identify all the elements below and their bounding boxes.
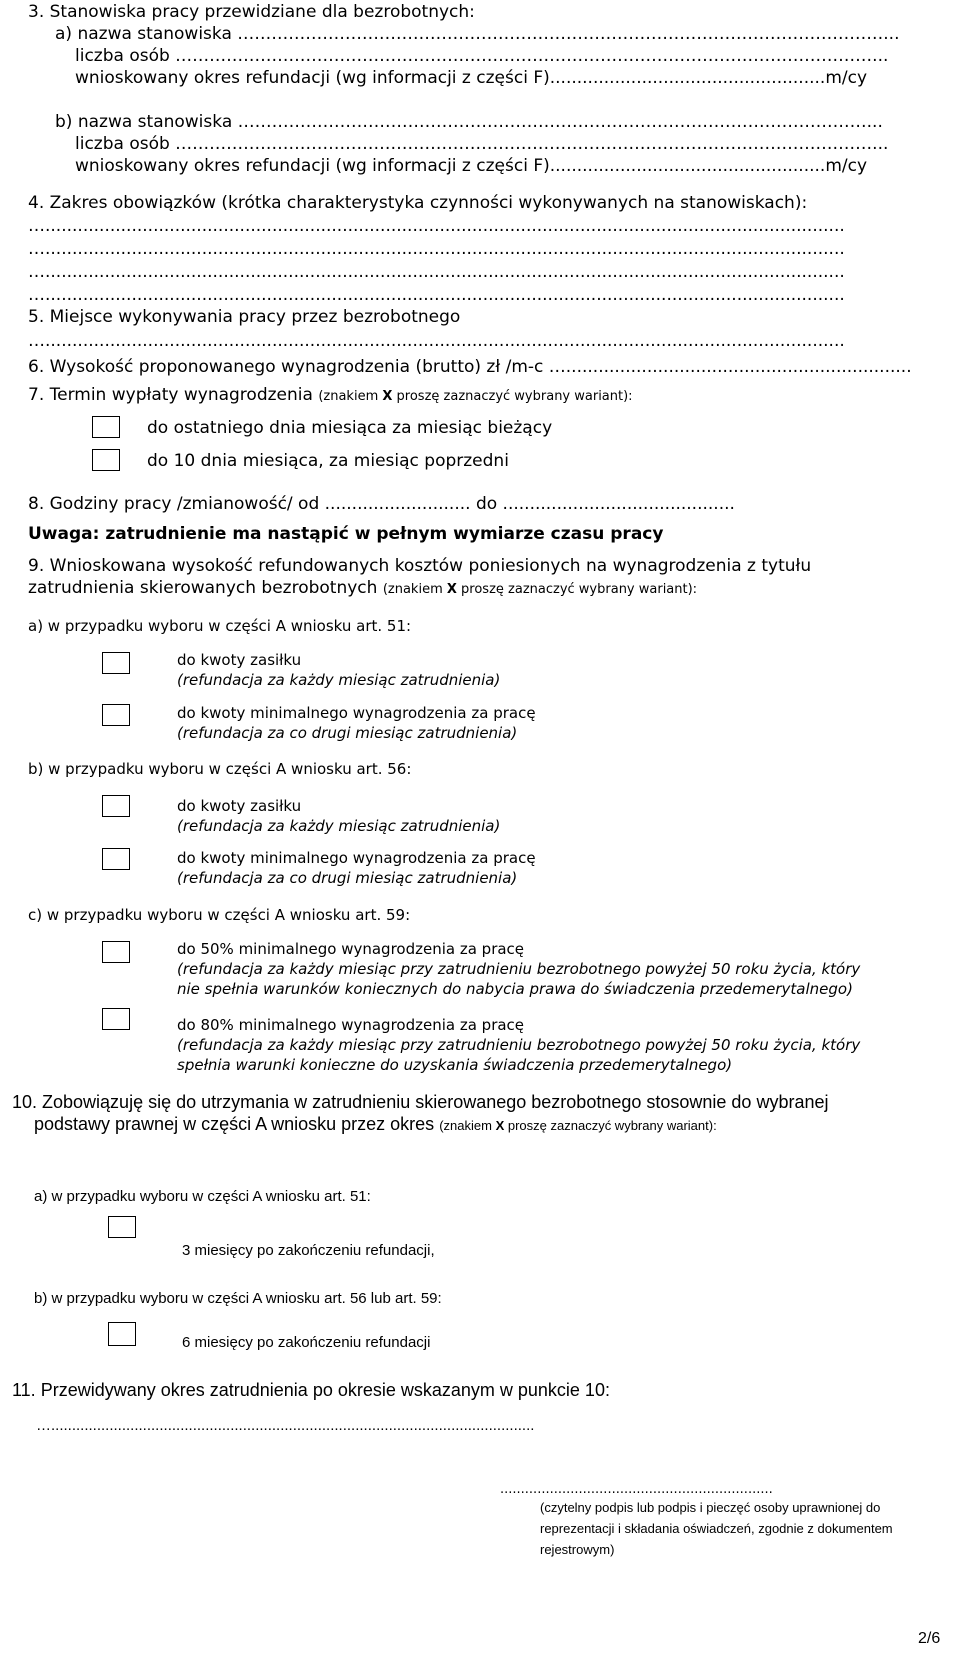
section-9-title-line-2 [28,578,697,598]
section-11-title: 11. Przewidywany okres zatrudnienia po okresie wskazanym w punkcie 10: [12,1380,610,1400]
position-a-name-field[interactable]: a) nazwa stanowiska ……………………………………………………………………………………………………... [55,24,900,44]
art-59-option-1-line-3: nie spełnia warunków koniecznych do nabycia prawa do świadczenia przedemerytalnego) [177,980,853,998]
payment-option-1-checkbox[interactable] [92,416,120,438]
art-59-option-1-line-2: (refundacja za każdy miesiąc przy zatrudnieniu bezrobotnego powyżej 50 roku życia, który [177,960,861,978]
position-a-count-field[interactable]: liczba osób ……………………………………………………………………………………………………………... [75,46,889,66]
position-b-count-field[interactable]: liczba osób ……………………………………………………………………………………………………………... [75,134,889,154]
section-7-note [318,389,632,404]
section-10-title-line-1: 10. Zobowiązuję się do utrzymania w zatrudnieniu skierowanego bezrobotnego stosownie do wybranej [12,1092,829,1112]
duties-line-2[interactable]: ….................................................................................................................................................... [28,239,845,259]
art-59-label: c) w przypadku wyboru w części A wniosku art. 59: [28,906,411,924]
art-51-option-1-line-1: do kwoty zasiłku [177,651,302,669]
art-56-option-2-line-1: do kwoty minimalnego wynagrodzenia za pracę [177,849,536,867]
section-4-title: 4. Zakres obowiązków (krótka charakterystyka czynności wykonywanych na stanowiskach): [28,193,808,213]
page-number: 2/6 [918,1630,941,1647]
signature-caption-line-1: (czytelny podpis lub podpis i pieczęć osoby uprawnionej do [540,1500,881,1515]
section-10-note [439,1118,716,1133]
section-6-salary[interactable]: 6. Wysokość proponowanego wynagrodzenia (brutto) zł /m-c …................................................................ [28,357,912,377]
note-post: proszę zaznaczyć wybrany wariant): [396,389,633,404]
section-7-title [28,385,633,405]
art-59-option-2-checkbox[interactable] [102,1008,130,1030]
duties-line-1[interactable]: ….................................................................................................................................................... [28,216,845,236]
art-51-option-2-line-1: do kwoty minimalnego wynagrodzenia za pracę [177,704,536,722]
note-x: X [446,582,457,597]
art-56-option-1-line-1: do kwoty zasiłku [177,797,302,815]
art-56-option-1-line-2: (refundacja za każdy miesiąc zatrudnienia) [177,817,501,835]
s10-art-51-checkbox[interactable] [108,1216,136,1238]
section-10-title-line-2 [34,1114,717,1135]
employment-period-field[interactable]: ….................................................................................................................... [36,1417,535,1434]
art-56-option-1-checkbox[interactable] [102,795,130,817]
art-56-option-2-line-2: (refundacja za co drugi miesiąc zatrudnienia) [177,869,518,887]
signature-caption-line-3: rejestrowym) [540,1542,615,1557]
s10-art-56-59-checkbox[interactable] [108,1322,136,1346]
section-8-hours[interactable]: 8. Godziny pracy /zmianowość/ od ........................... do ........................................... [28,494,735,514]
s10-art-56-59-option: 6 miesięcy po zakończeniu refundacji [182,1334,431,1351]
note-x: X [495,1118,505,1133]
art-59-option-1-checkbox[interactable] [102,941,130,963]
art-59-option-2-line-2: (refundacja za każdy miesiąc przy zatrudnieniu bezrobotnego powyżej 50 roku życia, który [177,1036,861,1054]
art-56-option-2-checkbox[interactable] [102,848,130,870]
duties-line-4[interactable]: ….................................................................................................................................................... [28,285,845,305]
art-51-option-1-checkbox[interactable] [102,652,130,674]
signature-line[interactable]: .................................................................. [500,1482,773,1497]
section-9-title-text: zatrudnienia skierowanych bezrobotnych [28,578,378,598]
art-51-option-2-line-2: (refundacja za co drugi miesiąc zatrudnienia) [177,724,518,742]
art-59-option-1-line-1: do 50% minimalnego wynagrodzenia za pracę [177,940,525,958]
employment-warning: Uwaga: zatrudnienie ma nastąpić w pełnym wymiarze czasu pracy [28,524,664,544]
note-post: proszę zaznaczyć wybrany wariant): [507,1118,717,1133]
note-pre: (znakiem [439,1118,492,1133]
section-5-title: 5. Miejsce wykonywania pracy przez bezrobotnego [28,307,461,327]
payment-option-1-label: do ostatniego dnia miesiąca za miesiąc bieżący [147,418,553,438]
section-3-title: 3. Stanowiska pracy przewidziane dla bezrobotnych: [28,2,475,22]
position-b-period-field[interactable]: wnioskowany okres refundacji (wg informacji z części F)...................................................m/cy [75,156,868,176]
note-pre: (znakiem [318,389,379,404]
note-x: X [382,389,393,404]
payment-option-2-checkbox[interactable] [92,449,120,471]
section-7-title-text: 7. Termin wypłaty wynagrodzenia [28,385,313,405]
s10-art-51-label: a) w przypadku wyboru w części A wniosku art. 51: [34,1188,371,1205]
art-59-option-2-line-3: spełnia warunki konieczne do uzyskania świadczenia przedemerytalnego) [177,1056,733,1074]
section-10-title-text: podstawy prawnej w części A wniosku przez okres [34,1114,435,1134]
position-b-name-field[interactable]: b) nazwa stanowiska …………………………………………………………………………………………………... [55,112,883,132]
duties-line-3[interactable]: ….................................................................................................................................................... [28,262,845,282]
note-pre: (znakiem [382,582,443,597]
payment-option-2-label: do 10 dnia miesiąca, za miesiąc poprzedni [147,451,509,471]
s10-art-51-option: 3 miesięcy po zakończeniu refundacji, [182,1242,435,1259]
s10-art-56-59-label: b) w przypadku wyboru w części A wniosku art. 56 lub art. 59: [34,1290,442,1307]
art-59-option-2-line-1: do 80% minimalnego wynagrodzenia za pracę [177,1016,525,1034]
section-9-note [383,582,697,597]
art-56-label: b) w przypadku wyboru w części A wniosku art. 56: [28,760,412,778]
signature-caption-line-2: reprezentacji i składania oświadczeń, zgodnie z dokumentem [540,1521,893,1536]
note-post: proszę zaznaczyć wybrany wariant): [461,582,698,597]
art-51-option-1-line-2: (refundacja za każdy miesiąc zatrudnienia) [177,671,501,689]
section-9-title-line-1: 9. Wnioskowana wysokość refundowanych kosztów poniesionych na wynagrodzenia z tytułu [28,556,812,576]
workplace-line[interactable]: ….................................................................................................................................................... [28,331,845,351]
art-51-label: a) w przypadku wyboru w części A wniosku art. 51: [28,617,412,635]
position-a-period-field[interactable]: wnioskowany okres refundacji (wg informacji z części F)...................................................m/cy [75,68,868,88]
art-51-option-2-checkbox[interactable] [102,704,130,726]
